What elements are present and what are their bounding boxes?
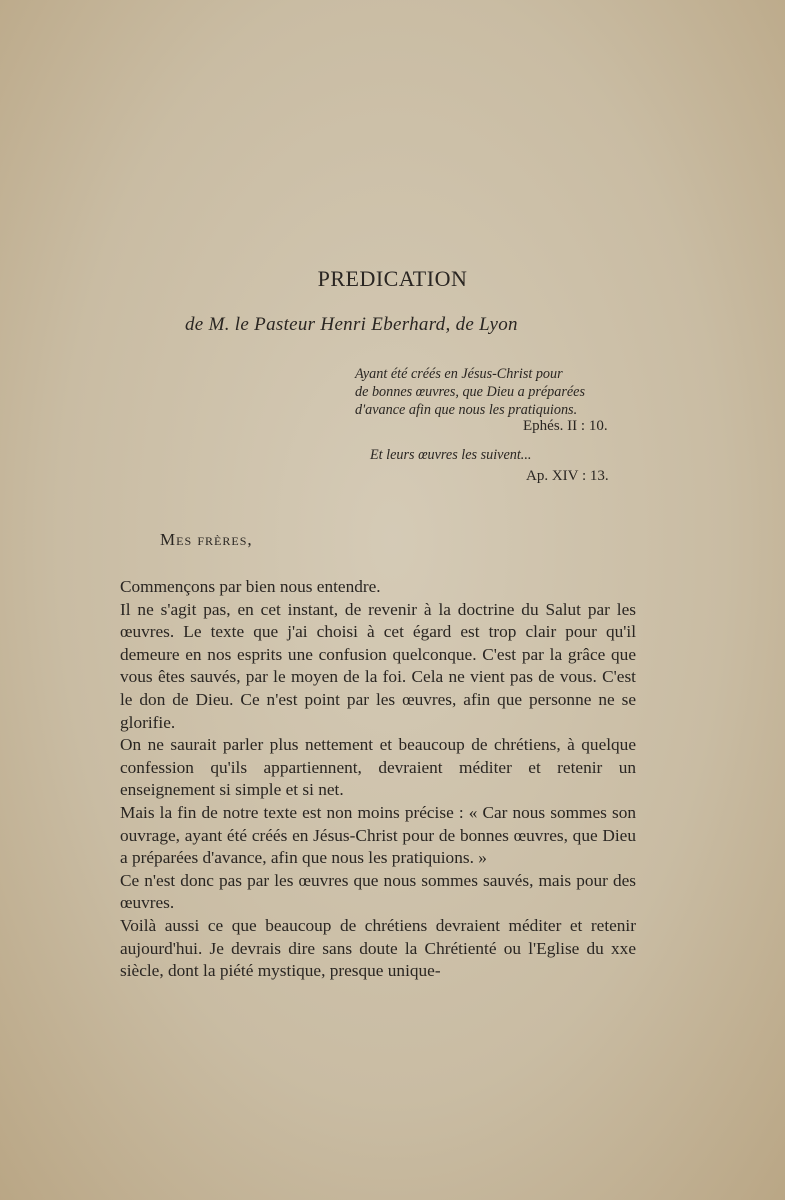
epigraph-reference-1: Ephés. II : 10.: [523, 418, 608, 434]
salutation: Mes frères,: [160, 530, 253, 549]
epigraph-line: de bonnes œuvres, que Dieu a préparées: [355, 384, 585, 400]
epigraph-quote-1: [355, 365, 645, 419]
author-subtitle: de M. le Pasteur Henri Eberhard, de Lyon: [185, 314, 518, 335]
page-title: PREDICATION: [317, 266, 468, 291]
epigraph-line: Ayant été créés en Jésus-Christ pour: [355, 366, 563, 382]
epigraph-quote-2: Et leurs œuvres les suivent...: [370, 447, 532, 463]
paragraph: Voilà aussi ce que beaucoup de chrétiens devraient méditer et retenir aujourd'hui. Je devrais dire sans doute la Chrétienté ou l'Eglise du xxe siècle, dont la piété mystique, presque unique-: [120, 915, 636, 981]
paragraph: Commençons par bien nous entendre.: [120, 577, 381, 596]
paragraph: Mais la fin de notre texte est non moins précise : « Car nous sommes son ouvrage, ayant été créés en Jésus-Christ pour de bonnes œuvres, que Dieu a préparées d'avance, afin que nous les pratiquions. »: [120, 802, 636, 868]
paragraph: On ne saurait parler plus nettement et beaucoup de chrétiens, à quelque confession qu'ils appartiennent, devraient méditer et retenir un enseignement si simple et si net.: [120, 735, 636, 800]
epigraph-reference-2: Ap. XIV : 13.: [526, 468, 609, 484]
sermon-body: [120, 576, 636, 983]
epigraph-line: d'avance afin que nous les pratiquions.: [355, 402, 578, 418]
paragraph: Ce n'est donc pas par les œuvres que nous sommes sauvés, mais pour des œuvres.: [120, 870, 636, 913]
paragraph: Il ne s'agit pas, en cet instant, de revenir à la doctrine du Salut par les œuvres. Le texte que j'ai choisi à cet égard est trop clair pour qu'il demeure en nos esprits une confusion quelconque. C'est par la grâce que vous êtes sauvés, par le moyen de la foi. Cela ne vient pas de vous. C'est le don de Dieu. Ce n'est point par les œuvres, afin que personne ne se glorifie.: [120, 599, 636, 732]
